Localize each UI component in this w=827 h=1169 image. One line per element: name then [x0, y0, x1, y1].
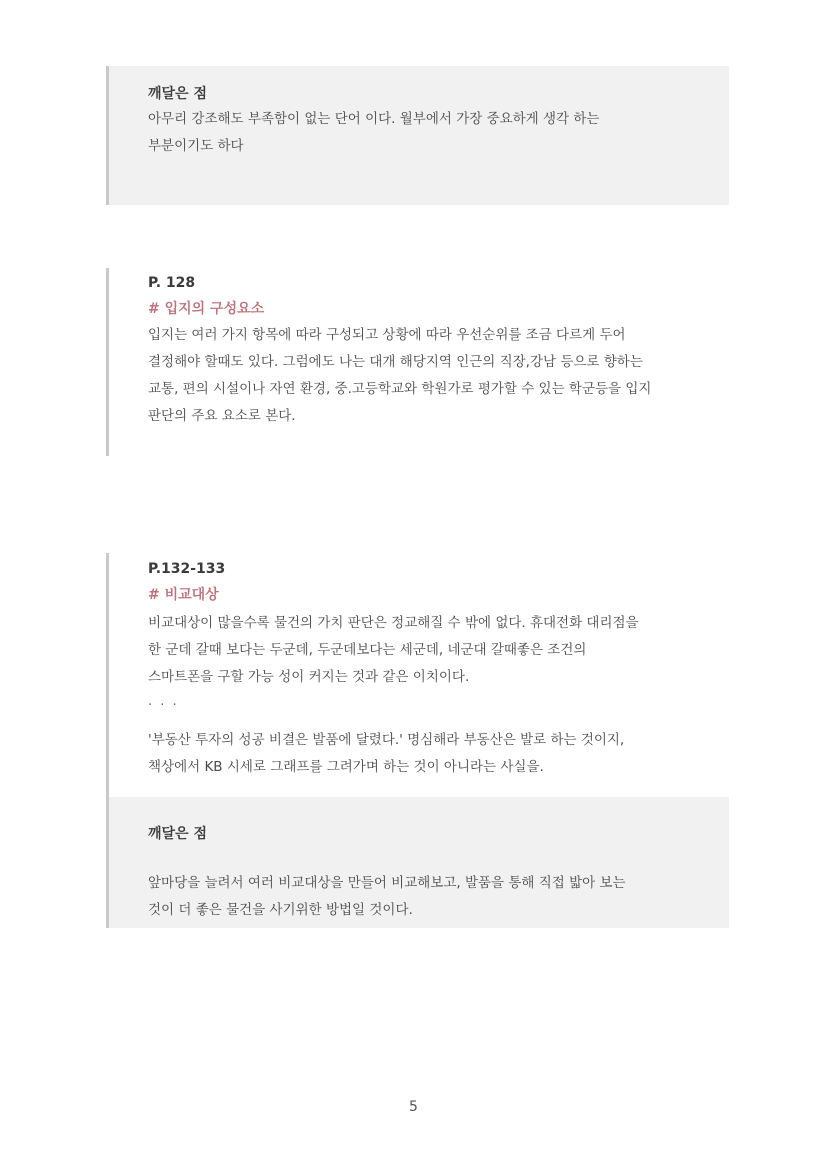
insight-label: 깨달은 점	[148, 86, 207, 102]
text-line: 판단의 주요 요소로 본다.	[148, 408, 296, 424]
ellipsis: . . .	[148, 694, 179, 709]
text-line: 교통, 편의 시설이나 자연 환경, 중.고등학교와 학원가로 평가할 수 있는 학군등을 입지	[148, 381, 652, 397]
text-line: '부동산 투자의 성공 비결은 발품에 달렸다.' 명심해라 부동산은 발로 하는 것이지,	[148, 732, 625, 748]
quote-text	[148, 322, 729, 430]
text-line: 책상에서 KB 시세로 그래프를 그려가며 하는 것이 아니라는 사실을.	[148, 759, 544, 775]
insight-box-1	[106, 66, 729, 205]
text-line: 스마트폰을 구할 가능 성이 커지는 것과 같은 이치이다.	[148, 669, 470, 685]
insight-box-2	[106, 797, 729, 928]
page-reference: P.132-133	[148, 561, 226, 577]
text-line: 아무리 강조해도 부족함이 없는 단어 이다. 월부에서 가장 중요하게 생각 하는	[148, 111, 600, 127]
text-line: 부분이기도 하다	[148, 138, 244, 154]
text-line: 비교대상이 많을수록 물건의 가치 판단은 정교해질 수 밖에 없다. 휴대전화 대리점을	[148, 615, 639, 631]
text-line: 결정해야 할때도 있다. 그럼에도 나는 대개 해당지역 인근의 직장,강남 등으로 향하는	[148, 354, 643, 370]
insight-text	[148, 106, 729, 160]
quote-text	[148, 610, 729, 691]
text-line: 것이 더 좋은 물건을 사기위한 방법일 것이다.	[148, 902, 413, 918]
topic-tag: # 입지의 구성요소	[148, 301, 265, 317]
quote-block-p132	[106, 553, 729, 797]
quote-text-2	[148, 727, 729, 781]
text-line: 앞마당을 늘려서 여러 비교대상을 만들어 비교해보고, 발품을 통해 직접 밟아 보는	[148, 875, 626, 891]
insight-label: 깨달은 점	[148, 826, 207, 842]
text-line: 한 군데 갈때 보다는 두군데, 두군데보다는 세군데, 네군대 갈때좋은 조건의	[148, 642, 587, 658]
insight-text	[148, 870, 729, 924]
topic-tag: # 비교대상	[148, 587, 219, 603]
text-line: 입지는 여러 가지 항목에 따라 구성되고 상황에 따라 우선순위를 조금 다르게 두어	[148, 327, 626, 343]
page-reference: P. 128	[148, 275, 196, 291]
quote-block-p128	[106, 268, 729, 456]
page-number: 5	[409, 1099, 418, 1115]
